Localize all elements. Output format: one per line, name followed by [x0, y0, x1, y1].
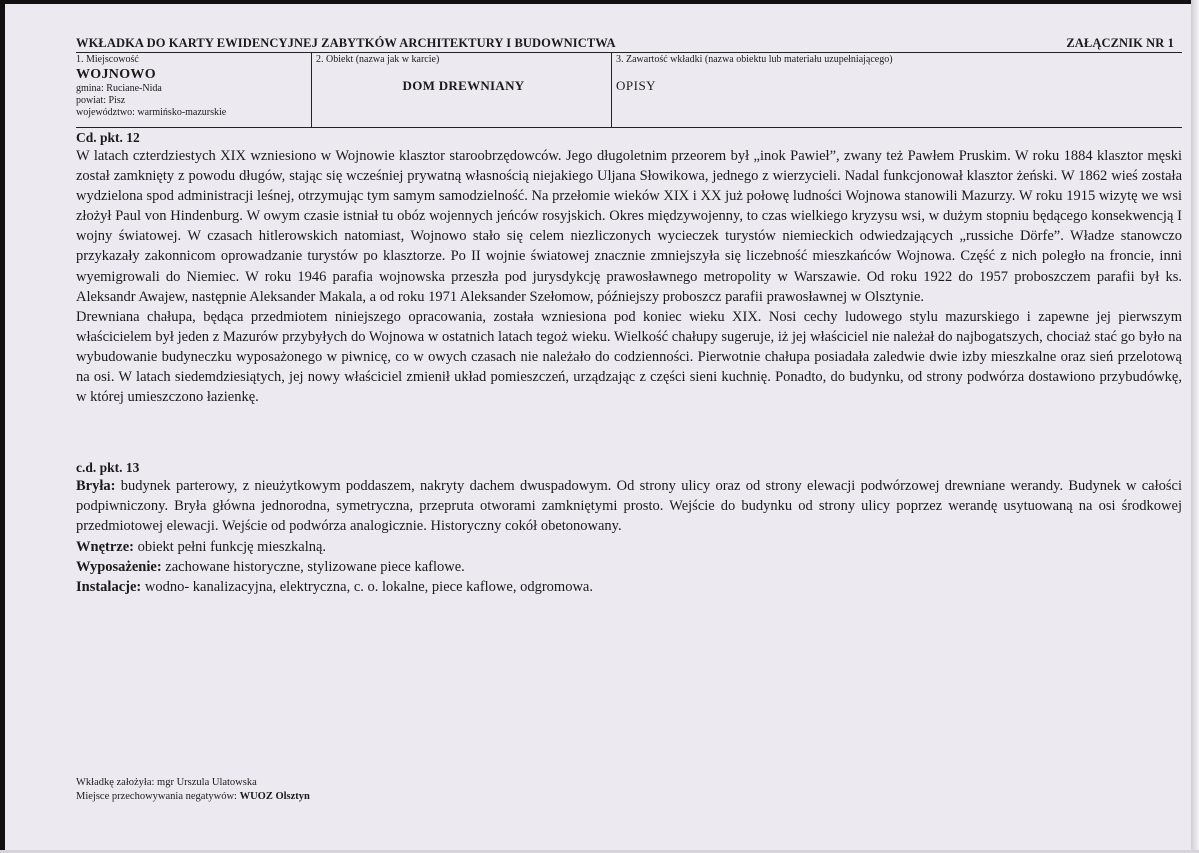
wojewodztwo: województwo: warmińsko-mazurskie	[76, 107, 227, 118]
instalacje-paragraph	[76, 577, 1182, 597]
place-label: 1. Miejscowość	[76, 54, 139, 65]
section-12-paragraph-1: W latach czterdziestych XIX wzniesiono w Wojnowie klasztor staroobrzędowców. Jego długoletnim przeorem był „inok Pawieł”, zwany też Pawłem Pruskim. W roku 1884 klasztor męski został zamknięty z powodu długów, stając się wcześniej prywatną własnością niejakiego Uljana Słowikowa, jednego z wierzycieli. Nadal funkcjonował klasztor żeński. W 1862 wieś została wydzielona spod administracji leśnej, otrzymując tym samym samodzielność. Na przełomie wieków XIX i XX już połowę ludności Wojnowa stanowili Mazurzy. W roku 1915 wizytę we wsi złożył Paul von Hindenburg. W owym czasie istniał tu obóz wojennych jeńców rosyjskich. Okres międzywojenny, to czas wielkiego kryzysu wsi, w dużym stopniu będącego konsekwencją I wojny światowej. W czasach hitlerowskich natomiast, Wojnowo stało się celem niezliczonych wycieczek turystów niemieckich odwiedzających „russiche Dörfe”. Władze stanowczo przykazały zakonnicom oprowadzanie turystów po klasztorze. Po II wojnie światowej znacznie zmniejszyła się liczebność mieszkańców Wojnowa. Część z nich poległo na froncie, inni wyemigrowali do Niemiec. W roku 1946 parafia wojnowska przeszła pod jurysdykcję prawosławnego metropolity w Warszawie. Od roku 1922 do 1957 proboszczem parafii był ks. Aleksandr Awajew, następnie Aleksander Makala, a od roku 1971 Aleksander Szełomow, późniejszy proboszcz parafii prawosławnej w Olsztynie.	[76, 148, 1182, 305]
section-12-title: Cd. pkt. 12	[76, 130, 140, 145]
wnetrze-text: obiekt pełni funkcję mieszkalną.	[133, 538, 327, 555]
negatives-line	[76, 790, 310, 804]
scan-edge-right	[1191, 0, 1199, 853]
place-name: WOJNOWO	[76, 67, 156, 82]
content-value: OPISY	[616, 78, 657, 93]
document-page	[76, 36, 1182, 597]
bryla-paragraph	[76, 476, 1182, 536]
info-table	[76, 53, 1182, 128]
instalacje-text: wodno- kanalizacyjna, elektryczna, c. o. lokalne, piece kaflowe, odgromowa.	[141, 578, 593, 595]
bryla-text: budynek parterowy, z nieużytkowym poddaszem, nakryty dachem dwuspadowym. Od strony ulicy oraz od strony elewacji podwórzowej drewniane werandy. Budynek w całości podpiwniczony. Bryła główna jednorodna, symetryczna, przepruta otworami zamkniętymi prosto. Wejście do budynku od strony ulicy poprzez werandę usytuowaną na osi środkowej przedmiotowej elewacji. Wejście od podwórza analogicznie. Historyczny cokół obetonowany.	[76, 478, 1182, 535]
negatives-label: Miejsce przechowywania negatywów:	[76, 791, 240, 802]
content-label: 3. Zawartość wkładki (nazwa obiektu lub materiału uzupełniającego)	[616, 54, 893, 65]
annex-number: ZAŁĄCZNIK NR 1	[1066, 36, 1174, 50]
object-name: DOM DREWNIANY	[402, 78, 525, 93]
document-footer	[76, 776, 310, 804]
object-cell	[312, 53, 612, 127]
wyposazenie-text: zachowane historyczne, stylizowane piece kaflowe.	[161, 558, 465, 575]
section-13-title: c.d. pkt. 13	[76, 460, 140, 476]
negatives-value: WUOZ Olsztyn	[239, 791, 310, 802]
wnetrze-label: Wnętrze:	[76, 538, 134, 555]
document-title: WKŁADKA DO KARTY EWIDENCYJNEJ ZABYTKÓW ARCHITEKTURY I BUDOWNICTWA	[76, 36, 616, 50]
instalacje-label: Instalacje:	[76, 578, 142, 595]
wnetrze-paragraph	[76, 537, 1182, 557]
powiat: powiat: Pisz	[76, 95, 126, 106]
content-cell	[612, 53, 1182, 127]
wyposazenie-paragraph	[76, 557, 1182, 577]
bryla-label: Bryła:	[76, 478, 116, 495]
scan-edge-left	[0, 0, 5, 853]
scan-edge-top	[0, 0, 1199, 4]
document-header	[76, 36, 1182, 53]
wyposazenie-label: Wyposażenie:	[76, 558, 162, 575]
section-12-paragraph-2: Drewniana chałupa, będąca przedmiotem niniejszego opracowania, została wzniesiona pod koniec wieku XIX. Nosi cechy ludowego stylu mazurskiego i zapewne jej pierwszym właścicielem był jeden z Mazurów przybyłych do Wojnowa w ostatnich latach tegoż wieku. Wielkość chałupy sugeruje, iż jej właściciel nie należał do najbogatszych, chociaż stać go było na wybudowanie budyneczku wyposażonego w piwnicę, co w owych czasach nie należało do codzienności. Pierwotnie chałupa posiadała zaledwie dwie izby mieszkalne oraz sień przelotową na osi. W latach siedemdziesiątych, jej nowy właściciel zmienił układ pomieszczeń, urządzając z części sieni kuchnię. Ponadto, do budynku, od strony podwórza dostawiono przybudówkę, w której umieszczono łazienkę.	[76, 308, 1182, 406]
author-line: Wkładkę założyła: mgr Urszula Ulatowska	[76, 777, 257, 788]
object-label: 2. Obiekt (nazwa jak w karcie)	[316, 54, 440, 65]
gmina: gmina: Ruciane-Nida	[76, 83, 162, 94]
place-cell	[76, 53, 312, 127]
